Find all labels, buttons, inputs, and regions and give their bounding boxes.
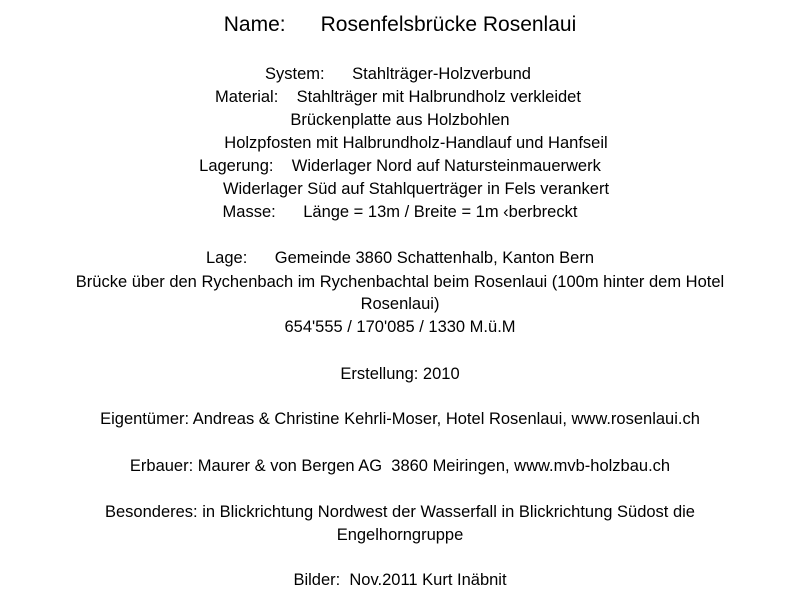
lagerung-line: Lagerung: Widerlager Nord auf Natursteinmauerwerk [199,157,601,175]
material-line-2: Brückenplatte aus Holzbohlen [290,111,510,129]
system-line: System: Stahlträger-Holzverbund [265,65,531,83]
material-line: Material: Stahlträger mit Halbrundholz verkleidet [215,88,581,106]
erbauer-line: Erbauer: Maurer & von Bergen AG 3860 Meiringen, www.mvb-holzbau.ch [129,457,671,475]
material-line-3: Holzpfosten mit Halbrundholz-Handlauf und Hanfseil [224,134,608,152]
besonderes-line-2: Engelhorngruppe [336,526,464,544]
erstellung-line: Erstellung: 2010 [340,365,460,383]
eigentuemer-line: Eigentümer: Andreas & Christine Kehrli-Moser, Hotel Rosenlaui, www.rosenlaui.ch [100,410,700,428]
coordinates-line: 654'555 / 170'085 / 1330 M.ü.M [284,318,516,336]
bridge-name-line: Name: Rosenfelsbrücke Rosenlaui [223,13,577,36]
lagerung-line-2: Widerlager Süd auf Stahlquerträger in Fels verankert [222,180,610,198]
lage-line: Lage: Gemeinde 3860 Schattenhalb, Kanton Bern [205,249,595,267]
masse-line: Masse: Länge = 13m / Breite = 1m ‹berbreckt [222,203,578,221]
besonderes-line: Besonderes: in Blickrichtung Nordwest der Wasserfall in Blickrichtung Südost die [105,503,695,521]
lage-line-2: Brücke über den Rychenbach im Rychenbachtal beim Rosenlaui (100m hinter dem Hotel [75,273,725,291]
lage-line-3: Rosenlaui) [360,295,440,313]
bilder-line: Bilder: Nov.2011 Kurt Inäbnit [293,571,507,589]
